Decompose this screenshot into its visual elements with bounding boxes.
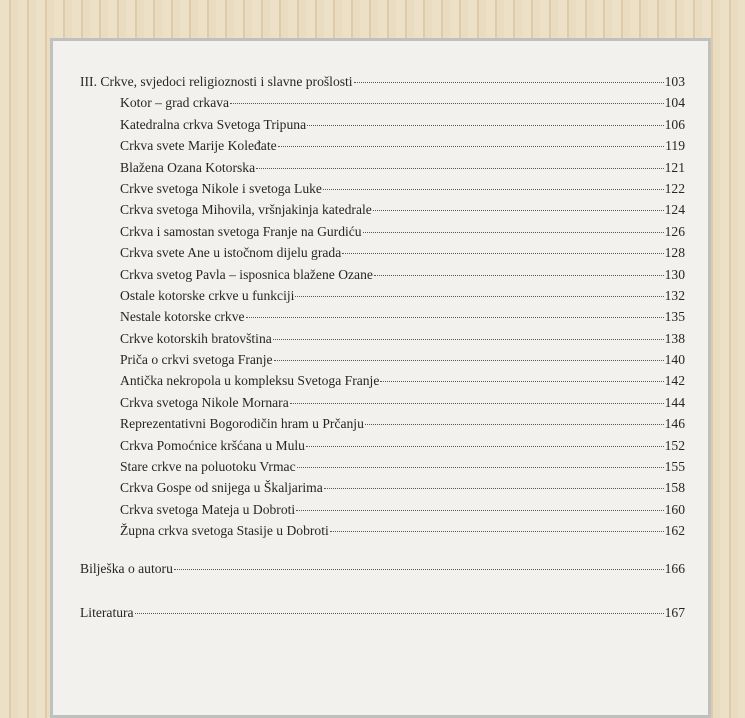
toc-entry-title: Crkva svete Marije Koleđate [120, 138, 277, 154]
toc-entry-title: Crkva i samostan svetoga Franje na Gurdiću [120, 223, 362, 239]
toc-entry[interactable] [80, 117, 685, 138]
dot-leader [363, 232, 664, 233]
toc-entry[interactable] [80, 352, 685, 373]
toc-entry-page: 124 [664, 202, 685, 218]
toc-entry-page: 155 [664, 459, 685, 475]
toc-entry-page: 126 [664, 223, 685, 239]
toc-entry[interactable] [80, 202, 685, 223]
toc-entry-page: 162 [664, 523, 685, 539]
dot-leader [374, 275, 664, 276]
toc-entry-page: 152 [664, 437, 685, 453]
toc-entry-page: 119 [665, 138, 685, 154]
toc-entry-page: 142 [664, 373, 685, 389]
toc-entry-page: 121 [664, 159, 685, 175]
toc-author-note[interactable] [80, 561, 685, 582]
toc-entry-page: 103 [664, 74, 685, 89]
toc-entry-title: Crkva svetog Pavla – isposnica blažene Ozane [120, 266, 373, 282]
dot-leader [380, 381, 663, 382]
toc-entry-title: Crkva svetoga Mateja u Dobroti [120, 501, 296, 517]
toc-entry-title: Crkva Gospe od snijega u Škaljarima [120, 480, 323, 496]
toc-entry[interactable] [80, 459, 685, 480]
toc-entry-page: 130 [664, 266, 685, 282]
toc-entry-title: Stare crkve na poluotoku Vrmac [120, 459, 296, 475]
dot-leader [307, 125, 663, 126]
toc-entries [80, 95, 685, 544]
toc-entry[interactable] [80, 309, 685, 330]
toc-entry-page: 128 [664, 245, 685, 261]
toc-entry-page: 158 [664, 480, 685, 496]
toc-entry-page: 104 [664, 95, 685, 111]
toc-entry[interactable] [80, 395, 685, 416]
toc-entry-page: 122 [664, 180, 685, 196]
toc-entry-page: 160 [664, 501, 685, 517]
toc-entry-title: Crkva svete Ane u istočnom dijelu grada [120, 245, 342, 261]
dot-leader [230, 103, 664, 104]
toc-entry-title: Antička nekropola u kompleksu Svetoga Franje [120, 373, 380, 389]
toc-entry[interactable] [80, 438, 685, 459]
toc-entry[interactable] [80, 288, 685, 309]
dot-leader [297, 467, 664, 468]
toc-entry[interactable] [80, 267, 685, 288]
toc-entry-title: Crkva svetoga Mihovila, vršnjakinja katedrale [120, 202, 372, 218]
toc-entry[interactable] [80, 181, 685, 202]
toc-entry-title: Nestale kotorske crkve [120, 309, 245, 325]
toc-entry-title: Kotor – grad crkava [120, 95, 230, 111]
dot-leader [373, 210, 664, 211]
toc-entry[interactable] [80, 138, 685, 159]
dot-leader [365, 424, 664, 425]
toc-entry-title: Crkve kotorskih bratovština [120, 330, 272, 346]
page-frame [50, 38, 711, 718]
toc-entry-title: Katedralna crkva Svetoga Tripuna [120, 116, 307, 132]
toc-entry-title: Bilješka o autoru [80, 560, 173, 576]
toc-entry-title: Ostale kotorske crkve u funkciji [120, 287, 295, 303]
toc-entry-title: Crkve svetoga Nikole i svetoga Luke [120, 180, 322, 196]
toc-entry[interactable] [80, 523, 685, 544]
toc-entry[interactable] [80, 331, 685, 352]
dot-leader [306, 446, 664, 447]
toc-entry-page: 166 [664, 560, 685, 576]
toc-chapter-3[interactable] [80, 74, 685, 95]
dot-leader [278, 146, 664, 147]
toc-literature[interactable] [80, 605, 685, 626]
toc-entry-page: 144 [664, 394, 685, 410]
dot-leader [256, 168, 663, 169]
table-of-contents [80, 74, 685, 626]
dot-leader [174, 569, 664, 570]
dot-leader [290, 403, 664, 404]
dot-leader [296, 510, 663, 511]
toc-entry-page: 135 [664, 309, 685, 325]
dot-leader [324, 488, 664, 489]
dot-leader [354, 82, 664, 83]
toc-entry-title: Priča o crkvi svetoga Franje [120, 352, 273, 368]
toc-entry-page: 140 [664, 352, 685, 368]
dot-leader [135, 613, 664, 614]
toc-entry-title: Crkva svetoga Nikole Mornara [120, 394, 289, 410]
dot-leader [273, 339, 664, 340]
toc-entry-title: Župna crkva svetoga Stasije u Dobroti [120, 523, 329, 539]
toc-entry-page: 167 [664, 604, 685, 620]
toc-entry[interactable] [80, 160, 685, 181]
toc-entry[interactable] [80, 502, 685, 523]
dot-leader [295, 296, 663, 297]
toc-entry-page: 138 [664, 330, 685, 346]
toc-entry-page: 106 [664, 116, 685, 132]
toc-entry-title: Reprezentativni Bogorodičin hram u Prčanju [120, 416, 364, 432]
toc-entry-title: Blažena Ozana Kotorska [120, 159, 256, 175]
toc-entry[interactable] [80, 95, 685, 116]
toc-entry[interactable] [80, 245, 685, 266]
toc-entry-title: III. Crkve, svjedoci religioznosti i slavne prošlosti [80, 74, 353, 89]
toc-entry[interactable] [80, 224, 685, 245]
toc-entry-page: 146 [664, 416, 685, 432]
dot-leader [342, 253, 663, 254]
toc-entry[interactable] [80, 416, 685, 437]
toc-entry-title: Crkva Pomoćnice kršćana u Mulu [120, 437, 305, 453]
dot-leader [274, 360, 664, 361]
toc-entry[interactable] [80, 480, 685, 501]
toc-entry[interactable] [80, 373, 685, 394]
toc-entry-title: Literatura [80, 604, 134, 620]
dot-leader [246, 317, 664, 318]
toc-entry-page: 132 [664, 287, 685, 303]
dot-leader [323, 189, 664, 190]
dot-leader [330, 531, 664, 532]
